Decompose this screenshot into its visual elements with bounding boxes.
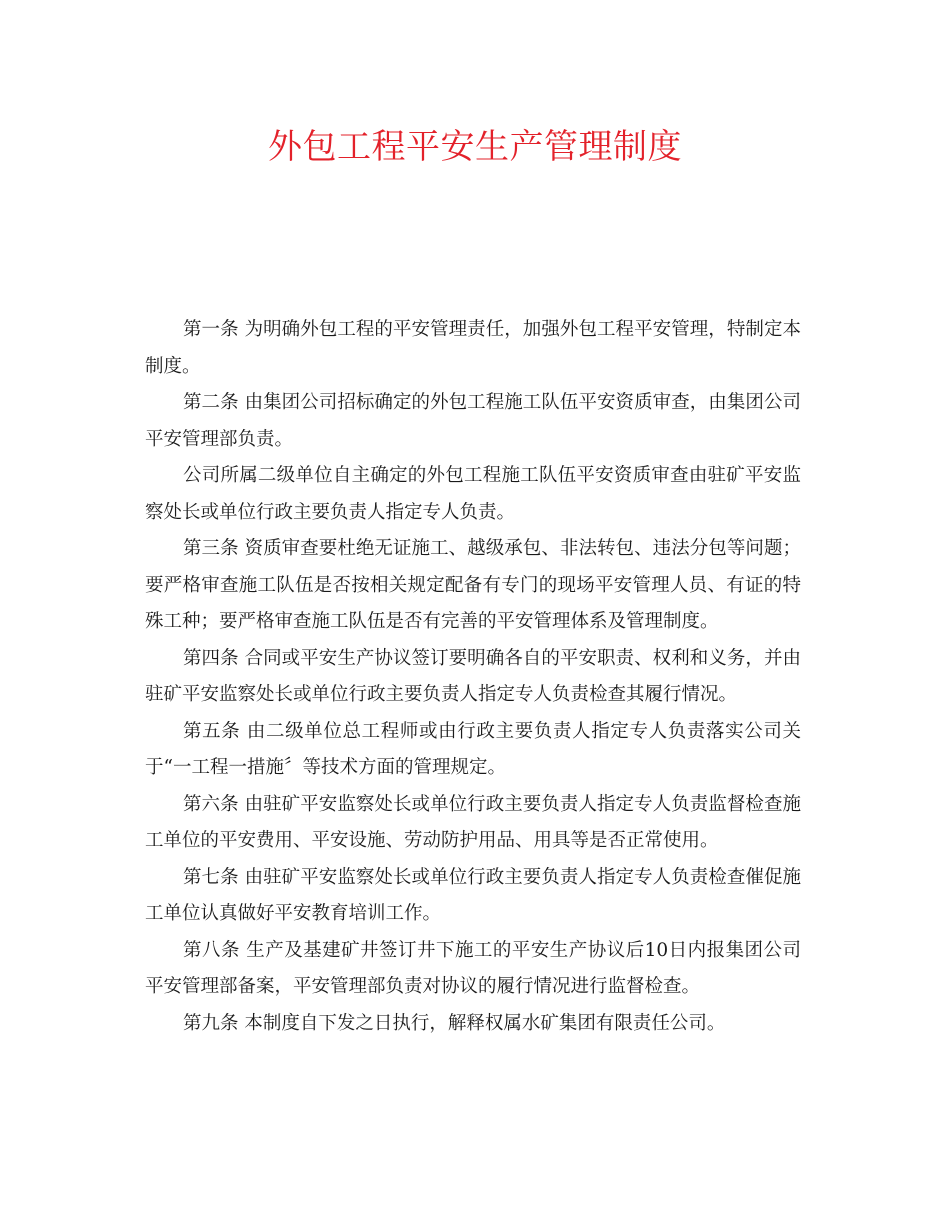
article-7-paragraph: 第七条 由驻矿平安监察处长或单位行政主要负责人指定专人负责检查催促施工单位认真做好平安教育培训工作。 <box>145 866 801 924</box>
article-3-paragraph: 第三条 资质审查要杜绝无证施工、越级承包、非法转包、违法分包等问题；要严格审查施工队伍是否按相关规定配备有专门的现场平安管理人员、有证的特殊工种；要严格审查施工队伍是否有完善的平安管理体系及管理制度。 <box>145 538 801 632</box>
article-5-paragraph: 第五条 由二级单位总工程师或由行政主要负责人指定专人负责落实公司关于“一工程一措施〞等技术方面的管理规定。 <box>145 720 801 778</box>
article-2-supplement-paragraph: 公司所属二级单位自主确定的外包工程施工队伍平安资质审查由驻矿平安监察处长或单位行政主要负责人指定专人负责。 <box>145 465 801 523</box>
article-9-paragraph: 第九条 本制度自下发之日执行，解释权属水矿集团有限责任公司。 <box>183 1012 726 1034</box>
article-1-paragraph: 第一条 为明确外包工程的平安管理责任，加强外包工程平安管理，特制定本制度。 <box>145 319 801 377</box>
document-title: 外包工程平安生产管理制度 <box>268 127 682 167</box>
article-6-paragraph: 第六条 由驻矿平安监察处长或单位行政主要负责人指定专人负责监督检查施工单位的平安费用、平安设施、劳动防护用品、用具等是否正常使用。 <box>145 793 801 851</box>
article-4-paragraph: 第四条 合同或平安生产协议签订要明确各自的平安职责、权利和义务，并由驻矿平安监察处长或单位行政主要负责人指定专人负责检查其履行情况。 <box>145 647 801 705</box>
article-8-paragraph: 第八条 生产及基建矿井签订井下施工的平安生产协议后10日内报集团公司平安管理部备案，平安管理部负责对协议的履行情况进行监督检查。 <box>145 939 801 997</box>
article-2-paragraph: 第二条 由集团公司招标确定的外包工程施工队伍平安资质审查，由集团公司平安管理部负责。 <box>145 392 801 450</box>
document-body <box>145 312 801 1042</box>
